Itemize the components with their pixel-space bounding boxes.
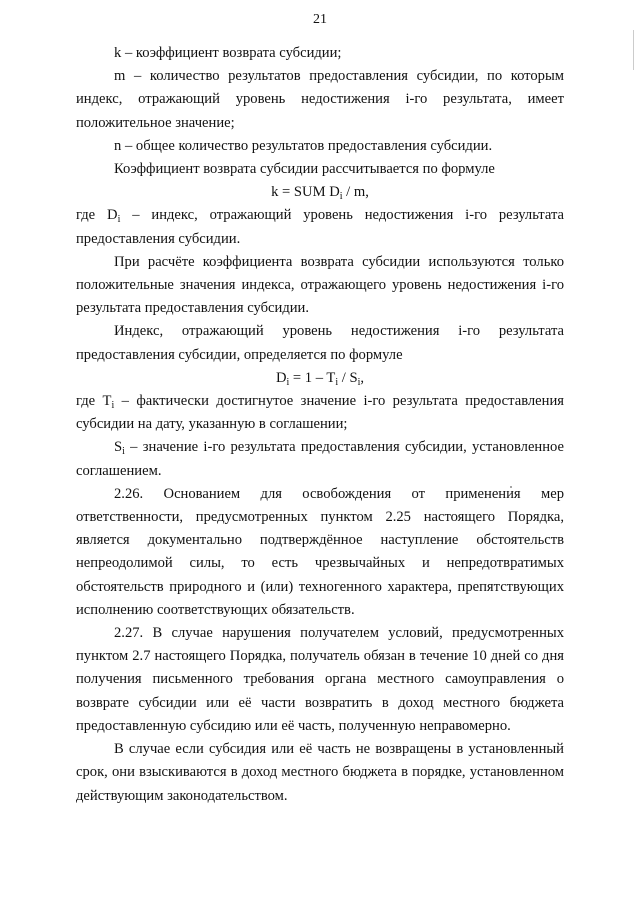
definition-ti-pre: где T: [76, 393, 112, 410]
formula-intro-k: Коэффициент возврата субсидии рассчитывается по формуле: [114, 161, 495, 178]
page-number: 21: [313, 12, 327, 27]
definition-di-subscript: i: [117, 214, 121, 226]
definition-ti: [76, 390, 564, 436]
clause-2-27: 2.27. В случае нарушения получателем условий, предусмотренных пунктом 2.7 настоящего Порядка, получатель обязан в течение 10 дней со дня получения письменного требования органа местного самоуправления о возврате субсидии или её части возвратить в доход местного бюджета предоставленную субсидию или её часть, полученную неправомерно.: [76, 625, 564, 734]
definition-si-pre: S: [114, 439, 123, 456]
positive-values-note: При расчёте коэффициента возврата субсидии используются только положительные значения индекса, отражающего уровень недостижения i-го результата предоставления субсидии.: [76, 253, 564, 317]
formula-di: [76, 367, 564, 390]
formula-k-right: / m,: [342, 184, 369, 201]
definition-di-text: – индекс, отражающий уровень недостижения i-го результата предоставления субсидии.: [76, 207, 564, 247]
definition-si-text: – значение i-го результата предоставления субсидии, установленное соглашением.: [76, 439, 564, 479]
formula-di-a-sub: i: [286, 376, 290, 388]
formula-intro-di: Индекс, отражающий уровень недостижения i-го результата предоставления субсидии, определяется по формуле: [76, 323, 564, 363]
definition-si: [76, 436, 564, 482]
formula-di-b-sub: i: [335, 376, 339, 388]
clause-2-26: 2.26. Основанием для освобождения от применения мер ответственности, предусмотренных пунктом 2.25 настоящего Порядка, является документально подтверждённое наступление обстоятельств непреодолимой силы, то есть чрезвычайных и непредотвратимых обстоятельств природного и (или) техногенного характера, препятствующих исполнению соответствующих обязательств.: [76, 485, 564, 618]
definition-ti-text: – фактически достигнутое значение i-го результата предоставления субсидии на дату, указанную в соглашении;: [76, 393, 564, 433]
scan-artifact: [633, 30, 634, 70]
definition-di-pre: где D: [76, 207, 118, 224]
formula-k: [76, 181, 564, 204]
formula-di-a: D: [275, 369, 287, 386]
formula-k-subscript: i: [339, 191, 343, 203]
formula-di-c: / S: [338, 369, 358, 386]
formula-di-b: = 1 – T: [289, 369, 336, 386]
definition-m: m – количество результатов предоставления субсидии, по которым индекс, отражающий уровень недостижения i-го результата, имеет положительное значение;: [76, 68, 564, 131]
definition-n: n – общее количество результатов предоставления субсидии.: [114, 137, 493, 154]
formula-di-c-sub: i: [357, 376, 361, 388]
refund-collection-note: В случае если субсидия или её часть не возвращены в установленный срок, они взыскиваются в доход местного бюджета в порядке, установленном действующим законодательством.: [76, 741, 564, 804]
definition-di: [76, 204, 564, 250]
definition-si-subscript: i: [122, 446, 125, 458]
formula-k-left: k = SUM D: [271, 184, 340, 201]
definition-ti-subscript: i: [111, 400, 115, 412]
definition-k: k – коэффициент возврата субсидии;: [114, 45, 342, 61]
formula-di-d: ,: [360, 369, 365, 386]
document-body: [76, 42, 564, 808]
